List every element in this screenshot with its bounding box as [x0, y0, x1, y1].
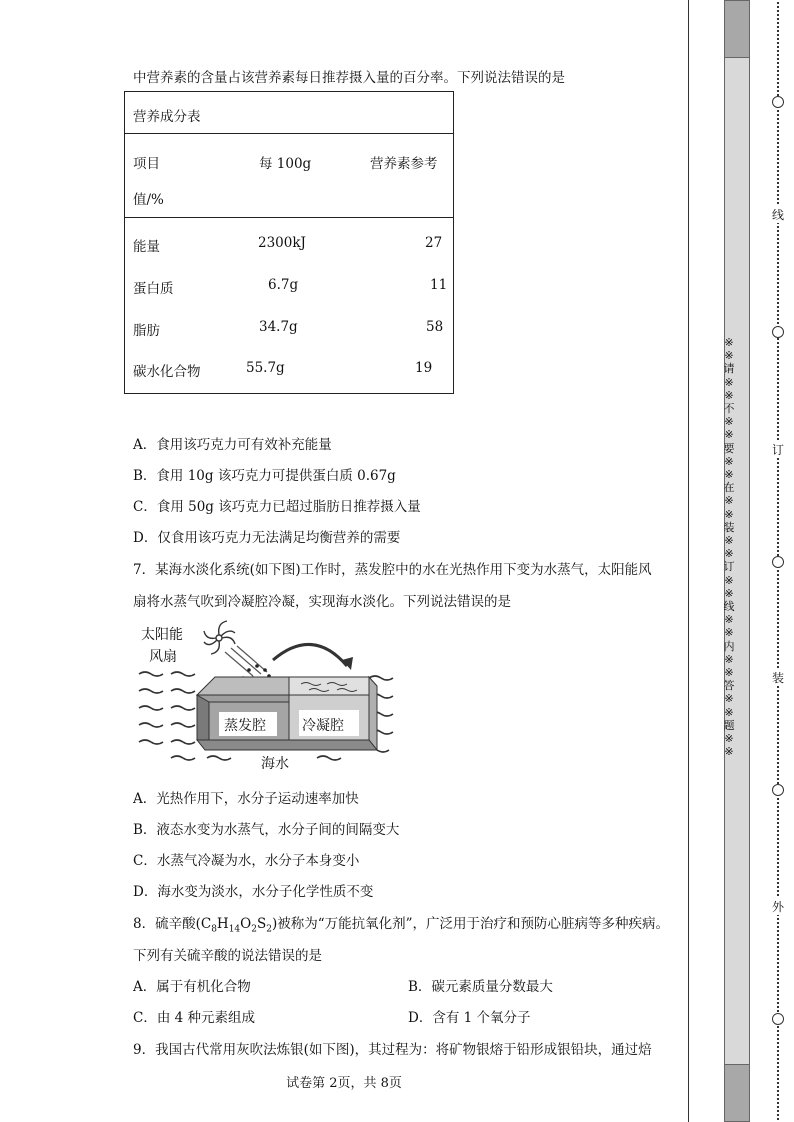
evaporation-label: 蒸发腔 [224, 718, 266, 734]
q8-option-d: D．含有 1 个氧分子 [408, 1010, 531, 1026]
q8-option-a: A．属于有机化合物 [133, 979, 251, 995]
row-ref: 58 [426, 319, 444, 335]
row-ref: 11 [430, 277, 448, 293]
row-item: 蛋白质 [133, 281, 174, 297]
row-item: 碳水化合物 [133, 364, 201, 380]
margin-border [688, 0, 689, 1122]
row-amount: 34.7g [259, 319, 298, 335]
row-ref: 27 [425, 235, 443, 251]
subscript: 14 [228, 924, 241, 935]
nutrition-table [124, 91, 454, 394]
row-amount: 2300kJ [258, 235, 306, 251]
row-item: 脂肪 [133, 323, 160, 339]
strip-cap-bottom [724, 1064, 750, 1122]
q7-option-a: A．光热作用下，水分子运动速率加快 [133, 791, 359, 807]
table-title: 营养成分表 [133, 109, 201, 125]
binding-circle-icon [772, 784, 784, 796]
airflow-arrow [273, 644, 347, 666]
q7-option-d: D．海水变为淡水，水分子化学性质不变 [133, 884, 374, 900]
row-amount: 6.7g [268, 277, 299, 293]
header-ref-wrap: 值/% [133, 192, 164, 208]
q8-option-c: C．由 4 种元素组成 [133, 1010, 256, 1026]
q7-option-b: B．液态水变为水蒸气，水分子间的间隔变大 [133, 822, 400, 838]
q7-stem-line2: 扇将水蒸气吹到冷凝腔冷凝，实现海水淡化。下列说法错误的是 [133, 594, 511, 610]
binding-circle-icon [772, 96, 784, 108]
row-amount: 55.7g [246, 360, 285, 376]
binding-circle-icon [772, 326, 784, 338]
seawater-label: 海水 [261, 753, 289, 773]
q6-option-b: B．食用 10g 该巧克力可提供蛋白质 0.67g [133, 468, 396, 484]
binding-circle-icon [772, 1013, 784, 1025]
strip-cap-top [724, 0, 750, 58]
q8-text: S [256, 916, 267, 932]
q6-option-a: A．食用该巧克力可有效补充能量 [133, 437, 332, 453]
desalination-figure [137, 618, 397, 773]
q8-text: H [216, 916, 229, 932]
q6-option-d: D．仅食用该巧克力无法满足均衡营养的需要 [133, 530, 401, 546]
row-ref: 19 [415, 360, 433, 376]
subscript: 8 [211, 924, 217, 935]
header-amount: 每 100g [259, 156, 312, 172]
q8-text: 8．硫辛酸(C [133, 916, 212, 932]
q8-option-b: B．碳元素质量分数最大 [408, 979, 553, 995]
mark-wai: 外 [771, 900, 784, 914]
q7-option-c: C．水蒸气冷凝为水，水分子本身变小 [133, 853, 360, 869]
fan-icon [204, 621, 235, 654]
q8-stem-line2: 下列有关硫辛酸的说法错误的是 [133, 948, 322, 964]
page-footer: 试卷第 2页，共 8页 [286, 1076, 402, 1091]
header-item: 项目 [133, 156, 160, 172]
sunlight-rays [225, 646, 267, 676]
mark-ding: 订 [771, 443, 784, 457]
fan-label-line1: 太阳能 [141, 627, 183, 643]
cut-line [768, 0, 794, 1122]
subscript: 2 [266, 924, 272, 935]
q8-text: )被称为“万能抗氧化剂”，广泛用于治疗和预防心脏病等多种疾病。 [271, 916, 670, 932]
binding-circle-icon [772, 556, 784, 568]
q6-option-c: C．食用 50g 该巧克力已超过脂肪日推荐摄入量 [133, 499, 421, 515]
no-answer-warning: ※※请※※不※※要※※在※※装※※订※※线※※内※※答※※题※※ [723, 336, 735, 759]
q8-stem-line1 [133, 912, 669, 935]
subscript: 2 [251, 924, 257, 935]
q7-stem-line1: 7．某海水淡化系统(如下图)工作时，蒸发腔中的水在光热作用下变为水蒸气，太阳能风 [133, 562, 652, 578]
condensation-label: 冷凝腔 [302, 718, 344, 734]
table-divider [125, 133, 453, 134]
table-divider [125, 217, 453, 218]
mark-xian: 线 [771, 208, 784, 222]
q9-stem-line1: 9．我国古代常用灰吹法炼银(如下图)，其过程为：将矿物银熔于铅形成银铅块，通过焙 [133, 1042, 652, 1058]
row-item: 能量 [133, 239, 160, 255]
q8-text: O [240, 916, 252, 932]
header-ref: 营养素参考 [370, 156, 438, 172]
intro-line: 中营养素的含量占该营养素每日推荐摄入量的百分率。下列说法错误的是 [133, 70, 565, 86]
mark-zhuang: 装 [771, 671, 784, 685]
fan-label-line2: 风扇 [149, 649, 177, 665]
